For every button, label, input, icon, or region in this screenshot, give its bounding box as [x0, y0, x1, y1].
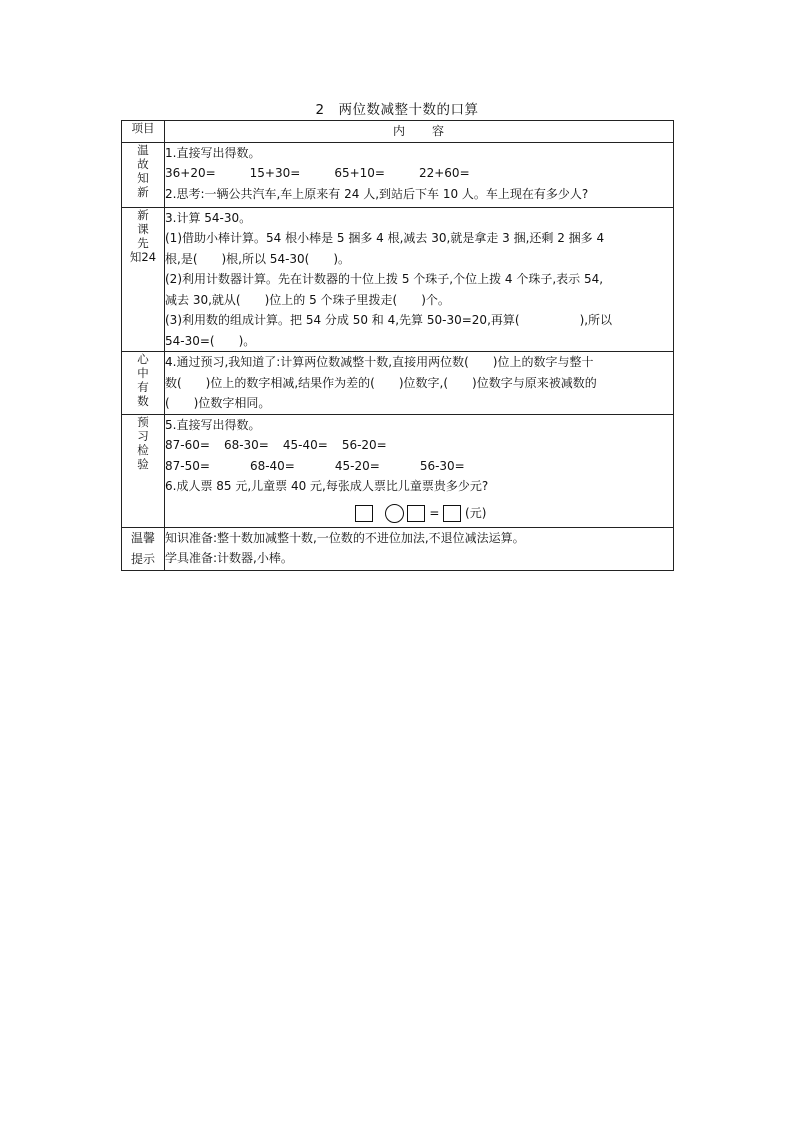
text-line: 知识准备:整十数加减整十数,一位数的不进位加法,不退位减法运算。 — [165, 530, 525, 545]
calc-item: 36+20= — [165, 166, 216, 180]
calc-item: 15+30= — [249, 166, 301, 180]
text-line: (1)借助小棒计算。54 根小棒是 5 捆多 4 根,减去 30,就是拿走 3 捆,还剩 2 捆多 4 — [165, 231, 605, 245]
section-tips — [122, 527, 674, 570]
calc-item: 68-40= — [249, 458, 295, 473]
table-header-row — [122, 121, 674, 143]
text-line: (3)利用数的组成计算。把 54 分成 50 和 4,先算 50-30=20,再算( ),所以 — [165, 313, 613, 327]
section-preview — [122, 207, 674, 352]
section-content — [165, 414, 674, 527]
text-line: 根,是( )根,所以 54-30( )。 — [165, 251, 351, 266]
section-label: 预 习 检 验 — [122, 414, 165, 527]
answer-box[interactable] — [355, 505, 373, 522]
calc-row — [165, 163, 673, 184]
equals-sign: = — [429, 505, 440, 520]
text-line: 减去 30,就从( )位上的 5 个珠子里拨走( )个。 — [165, 292, 450, 307]
answer-box[interactable] — [407, 505, 425, 522]
calc-item: 87-60= — [165, 438, 210, 452]
question-5: 5.直接写出得数。 — [165, 417, 261, 432]
section-summary — [122, 352, 674, 415]
calc-item: 87-50= — [165, 458, 210, 473]
calc-item: 22+60= — [418, 166, 470, 180]
calc-item: 45-20= — [334, 458, 380, 473]
answer-formula — [355, 503, 673, 523]
question-1: 1.直接写出得数。 — [165, 145, 261, 160]
header-item: 项目 — [122, 121, 165, 143]
calc-item: 45-40= — [282, 438, 328, 452]
section-content — [165, 527, 674, 570]
calc-row — [165, 456, 673, 477]
calc-item: 56-20= — [341, 438, 387, 452]
text-line: 4.通过预习,我知道了:计算两位数减整十数,直接用两位数( )位上的数字与整十 — [165, 355, 594, 369]
calc-row — [165, 435, 673, 456]
question-2: 2.思考:一辆公共汽车,车上原来有 24 人,到站后下车 10 人。车上现在有多少人? — [165, 186, 589, 201]
section-review — [122, 142, 674, 207]
calc-item: 56-30= — [419, 458, 465, 473]
section-label: 新 课 先 知24 — [122, 207, 165, 352]
text-line: (2)利用计数器计算。先在计数器的十位上拨 5 个珠子,个位上拨 4 个珠子,表示 54, — [165, 272, 604, 286]
text-line: ( )位数字相同。 — [165, 396, 271, 410]
operator-circle[interactable] — [385, 504, 404, 523]
section-label: 温 故 知 新 — [122, 142, 165, 207]
text-line: 54-30=( )。 — [165, 333, 256, 348]
section-label: 心 中 有 数 — [122, 352, 165, 415]
section-content — [165, 207, 674, 352]
section-check — [122, 414, 674, 527]
unit-label: (元) — [465, 505, 487, 520]
calc-item: 68-30= — [223, 438, 269, 452]
text-line: 学具准备:计数器,小棒。 — [165, 551, 293, 565]
calc-item: 65+10= — [334, 166, 385, 180]
text-line: 数( )位上的数字相减,结果作为差的( )位数字,( )位数字与原来被减数的 — [165, 375, 597, 390]
header-content: 内 容 — [165, 121, 674, 143]
text-line: 3.计算 54-30。 — [165, 210, 252, 225]
study-table — [121, 120, 674, 571]
question-6: 6.成人票 85 元,儿童票 40 元,每张成人票比儿童票贵多少元? — [165, 479, 489, 493]
section-label: 温馨 提示 — [122, 527, 165, 570]
section-content — [165, 352, 674, 415]
answer-box[interactable] — [443, 505, 461, 522]
page-title: 2 两位数减整十数的口算 — [315, 102, 479, 118]
section-content — [165, 142, 674, 207]
